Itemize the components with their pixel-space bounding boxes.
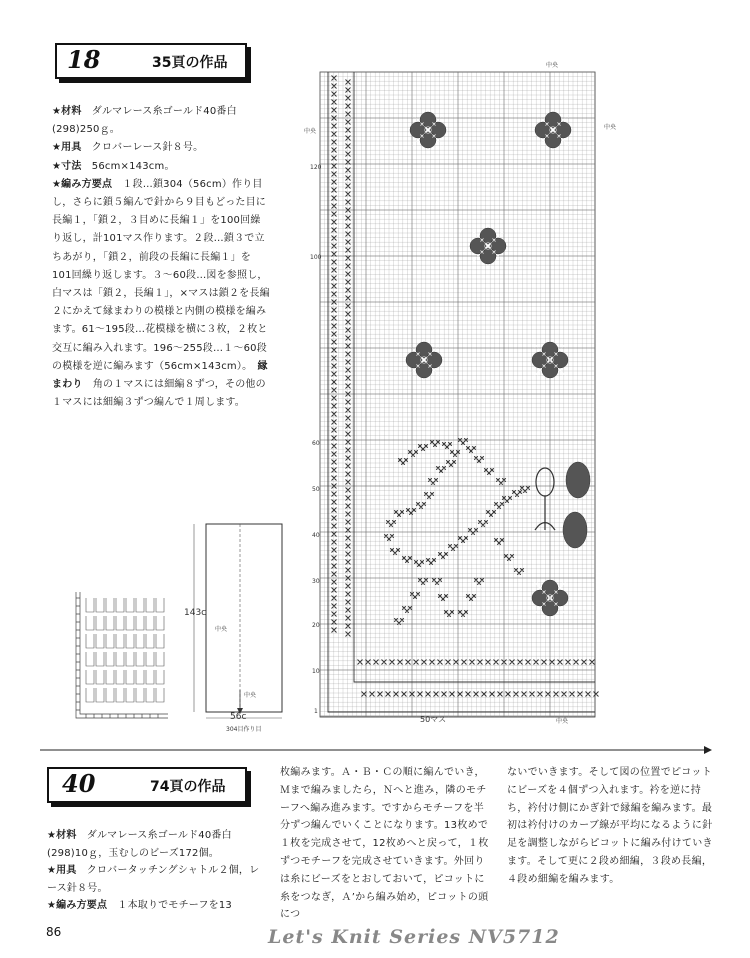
s40-tools-text: クロバータッチングシャトル２個，レース針８号。: [47, 865, 260, 894]
tools-text: クロバーレース針８号。: [91, 142, 204, 154]
row-label-40: 40: [312, 532, 320, 539]
row-label-50: 50: [312, 486, 320, 493]
dim-width-label: 56c: [230, 712, 247, 722]
chart-center-right: 中央: [604, 124, 617, 131]
s40-col2-text: 枚編みます。Ａ・Ｂ・Ｃの順に編んでいき，Ｍまで編みましたら，Ｎへと進み，隣のモチーフへ編み進みます。ですからモチーフを半分ずつ編んでいくことになります。13枚めで１枚を完成させて，12枚めへと戻って，１枚ずつモチーフを完成させていきます。外回りは糸にビーズをとおしておいて，ピコットに糸をつなぎ，Ａ’から編み始め，ピコットの頭につ: [280, 767, 489, 921]
section18-number: 18: [67, 45, 101, 74]
row-label-1: 1: [314, 708, 318, 715]
dim-height-label: 143c: [184, 608, 207, 618]
dim-center-label: 中央: [215, 626, 228, 633]
row-label-30: 30: [312, 578, 320, 585]
method-label: ★編み方要点: [52, 178, 113, 190]
size-text: 56cm×143cm。: [91, 160, 175, 172]
section40-instructions: [47, 827, 262, 915]
flower-motif-2-petal-4: [535, 122, 551, 138]
footer-series-title: Let's Knit Series NV5712: [268, 926, 560, 948]
leaf-motif-2: [563, 512, 587, 548]
s40-method-text: １本取りでモチーフを13: [117, 900, 232, 912]
flower-motif-6-petal-4: [532, 590, 548, 606]
edge-chart-cells: [86, 598, 164, 702]
section-divider-arrow: [40, 745, 712, 755]
flower-motif-3-petal-4: [470, 238, 486, 254]
chart-center-bottom: 中央: [556, 718, 569, 725]
edge-stitch-chart: [72, 588, 172, 724]
s40-method-label: ★編み方要点: [47, 900, 108, 912]
filet-crochet-chart: [300, 60, 600, 730]
dim-center-label-bottom: 中央: [244, 692, 257, 699]
tools-label: ★用具: [52, 142, 82, 154]
page-number: 86: [46, 925, 62, 939]
section40-column-2: [280, 764, 493, 924]
s40-materials-text: ダルマレース糸ゴールド40番白(298)10ｇ，玉むしのビーズ172個。: [47, 830, 232, 859]
method-text: １段…鎖304（56cm）作り目し，さらに鎖５編んで針から９目もどった目に長編１，「鎖２，３目めに長編１」を100回繰り返し，計101マス作ります。２段…鎖３で立ちあがり，「鎖２，前段の長編に長編１」を101回繰り返します。３〜60段…図を参照し，白マスは「鎖２，長編１」，×マスは鎖２を長編２にかえて縁まわりの模様と内側の模様を編みます。61〜195段…花模様を横に３枚，２枚と交互に編み入れます。196〜255段…１〜60段の模様を逆に編みます（56cm×143cm）。: [52, 178, 270, 372]
row-label-100: 100: [310, 254, 322, 261]
row-label-20: 20: [312, 622, 320, 629]
section40-page-ref: 74頁の作品: [150, 779, 226, 795]
chart-bottom-label: 50マス: [420, 715, 447, 724]
materials-label: ★材料: [52, 106, 82, 117]
flower-motif-4-petal-4: [406, 352, 422, 368]
leaf-motif-1: [566, 462, 590, 498]
row-label-120: 120: [310, 164, 322, 171]
row-label-10: 10: [312, 668, 320, 675]
flower-motif-5-petal-4: [532, 352, 548, 368]
edge-label: 縁まわり: [52, 360, 268, 391]
row-label-60: 60: [312, 440, 320, 447]
chart-center-top: 中央: [546, 62, 559, 69]
s40-materials-label: ★材料: [47, 830, 77, 841]
section18-instructions: [52, 103, 270, 412]
s40-tools-label: ★用具: [47, 865, 77, 877]
edge-text: 角の１マスには細編８ずつ，その他の１マスには細編３ずつ編んで１周します。: [52, 379, 266, 409]
chart-center-left: 中央: [304, 128, 317, 135]
section40-number: 40: [62, 769, 96, 798]
chart-frame: [320, 72, 595, 717]
dimension-diagram: [180, 518, 290, 738]
size-label: ★寸法: [52, 160, 82, 172]
s40-col3-text: ないでいきます。そして図の位置でピコットにビーズを４個ずつ入れます。衿を逆に持ち，衿付け側にかぎ針で縁編を編みます。最初は衿付けのカーブ線が平均になるように針足を調整しながらピコットに編み付けていきます。そして更に２段め細編，３段め長編，４段め細編を編みます。: [507, 767, 713, 885]
section18-page-ref: 35頁の作品: [152, 55, 228, 71]
flower-motif-1-petal-4: [410, 122, 426, 138]
materials-text: ダルマレース糸ゴールド40番白(298)250ｇ。: [52, 106, 237, 136]
dim-chain-label: 304目作り目: [226, 726, 262, 733]
section40-column-3: [507, 764, 717, 889]
